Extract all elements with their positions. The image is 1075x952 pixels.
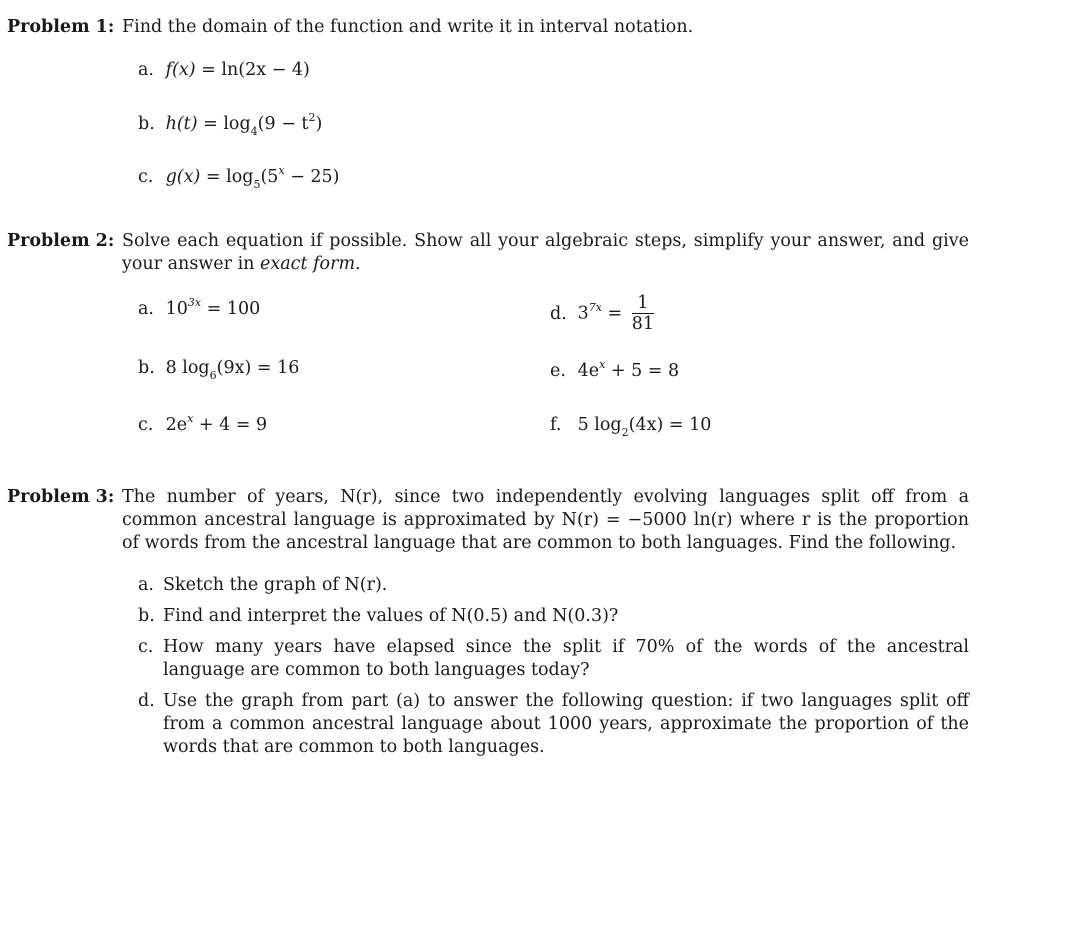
p1-item-b-log: = log (197, 114, 251, 134)
p1-item-b-exp: 2 (308, 111, 316, 125)
p1-item-c-log: = log (200, 167, 254, 187)
p1-item-c-close: − 25) (284, 167, 340, 187)
problem-1 (7, 16, 969, 196)
p1-item-a-fn: f(x) (165, 60, 196, 80)
p1-item-c-fn: g(x) (165, 167, 201, 187)
p1-item-c (138, 166, 340, 189)
p2-item-e-pre: 4e (577, 361, 600, 381)
p1-item-c-exp: x (278, 164, 285, 178)
p2-item-e-label: e. (550, 361, 566, 381)
p2-item-d-fraction (632, 294, 654, 334)
p1-item-b (138, 113, 322, 136)
problem-3-text: The number of years, N(r), since two independently evolving languages split off from a common ancestral language is approximated by N(r) = −5000 ln(r) where r is the proportion of words from the ancestral language that are common to both languages. Find the following. (122, 487, 969, 553)
p2-item-b-rest: (9x) = 16 (216, 358, 300, 378)
problem-3 (7, 486, 969, 786)
p2-item-d-denominator: 81 (631, 314, 655, 334)
p1-item-a-label: a. (138, 60, 154, 80)
p2-item-d-eq: = (601, 303, 623, 324)
p3-item-d (138, 690, 969, 759)
problem-2-text-emphasis: exact form. (260, 254, 361, 274)
p2-item-f-rest: (4x) = 10 (628, 415, 712, 435)
p2-item-c-label: c. (138, 415, 154, 435)
p2-item-d-exp: 7x (588, 300, 602, 314)
p2-item-e-exp: x (599, 358, 606, 372)
p2-item-f (550, 414, 711, 437)
p2-item-e-rest: + 5 = 8 (605, 361, 680, 381)
p1-item-a-rhs: = ln(2x − 4) (195, 60, 310, 80)
p2-item-f-label: f. (550, 415, 562, 435)
p1-item-c-base: 5 (253, 177, 261, 191)
p3-item-c-text: How many years have elapsed since the split if 70% of the words of the ancestral language are common to both languages today? (163, 637, 969, 680)
p3-item-b (138, 605, 969, 628)
p2-item-b (138, 357, 299, 380)
p2-item-d-base: 3 (577, 303, 589, 324)
p3-item-b-label: b. (138, 606, 155, 626)
p2-item-c (138, 414, 267, 437)
p2-item-d (550, 294, 654, 334)
problem-2 (7, 230, 969, 440)
p1-item-b-close: ) (315, 114, 323, 134)
p3-item-a-text: Sketch the graph of N(r). (163, 575, 388, 595)
p1-item-b-base: 4 (250, 124, 258, 138)
p3-item-b-text: Find and interpret the values of N(0.5) and N(0.3)? (163, 606, 619, 626)
p3-item-d-text: Use the graph from part (a) to answer the following question: if two languages split off from a common ancestral language about 1000 years, approximate the proportion of the words that are common to both languages. (163, 691, 969, 757)
p2-item-c-pre: 2e (165, 415, 188, 435)
problem-3-label: Problem 3: (7, 487, 115, 507)
p2-item-a-exp: 3x (187, 296, 202, 310)
p2-item-a-rhs: = 100 (201, 299, 261, 319)
p1-item-b-label: b. (138, 114, 155, 134)
p3-item-c-label: c. (138, 637, 154, 657)
p2-item-b-log: 8 log (165, 358, 210, 378)
problem-1-text: Find the domain of the function and write it in interval notation. (122, 17, 694, 37)
p1-item-b-fn: h(t) (165, 114, 198, 134)
p2-item-e (550, 360, 679, 383)
p2-item-b-label: b. (138, 358, 155, 378)
p2-item-f-log: 5 log (577, 415, 622, 435)
problem-2-label: Problem 2: (7, 231, 115, 251)
p1-item-c-label: c. (138, 167, 154, 187)
p2-item-c-exp: x (187, 412, 194, 426)
p2-item-a (138, 298, 260, 321)
p1-item-a (138, 59, 310, 82)
problem-3-parts (7, 574, 969, 767)
p3-item-a (138, 574, 969, 597)
p3-item-d-label: d. (138, 691, 155, 711)
p2-item-a-label: a. (138, 299, 154, 319)
p1-item-b-arg: (9 − t (257, 114, 309, 134)
p3-item-c (138, 636, 969, 682)
p2-item-d-label: d. (550, 303, 567, 324)
p1-item-c-arg: (5 (260, 167, 279, 187)
p2-item-b-base: 6 (209, 368, 217, 382)
p2-item-f-base: 2 (621, 425, 629, 439)
p2-item-c-rest: + 4 = 9 (193, 415, 268, 435)
problem-2-text-main: Solve each equation if possible. Show all your algebraic steps, simplify your answer, and give your answer in (122, 231, 969, 274)
problem-2-text (122, 230, 969, 276)
p3-item-a-label: a. (138, 575, 154, 595)
p2-item-d-numerator: 1 (632, 294, 654, 314)
p2-item-a-base: 10 (165, 299, 188, 319)
problem-1-label: Problem 1: (7, 17, 115, 37)
